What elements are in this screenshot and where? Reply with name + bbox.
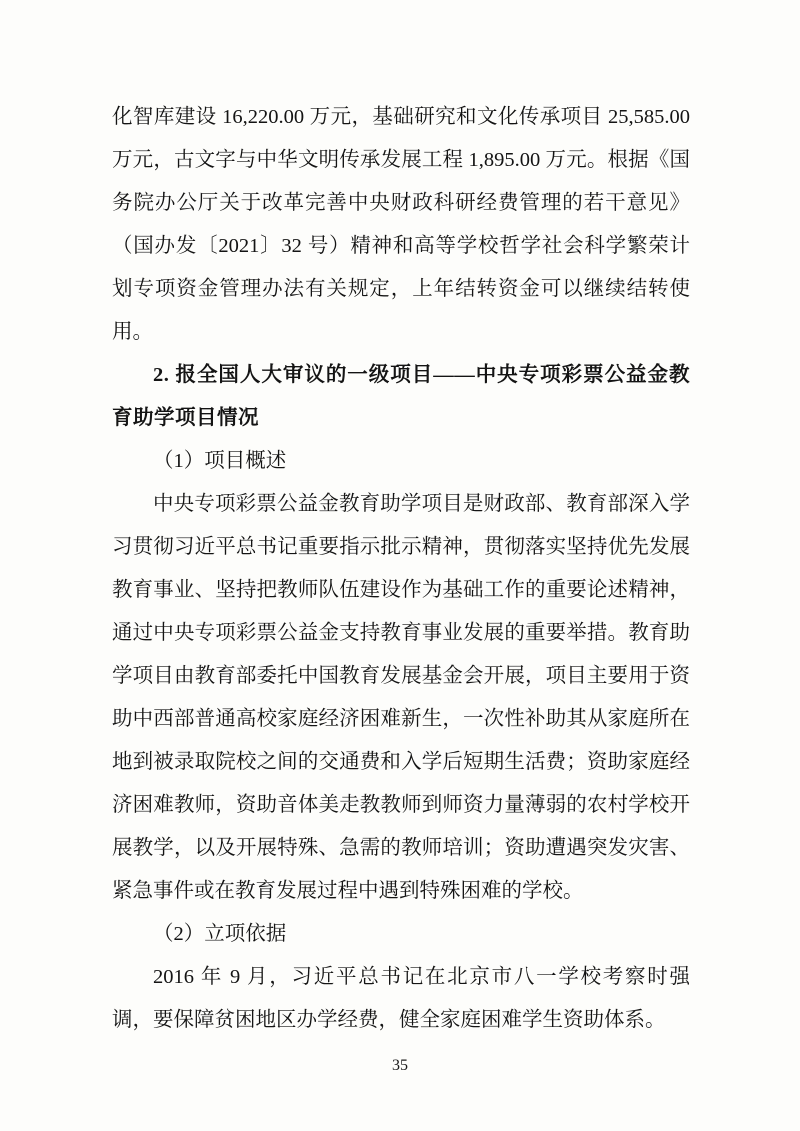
paragraph-project-basis-body: 2016 年 9 月，习近平总书记在北京市八一学校考察时强调，要保障贫困地区办学经费，健全家庭困难学生资助体系。 <box>112 966 690 1031</box>
page-number: 35 <box>392 1057 408 1074</box>
paragraph-project-overview-body: 中央专项彩票公益金教育助学项目是财政部、教育部深入学习贯彻习近平总书记重要指示批示精神，贯彻落实坚持优先发展教育事业、坚持把教师队伍建设作为基础工作的重要论述精神，通过中央专项彩票公益金支持教育事业发展的重要举措。教育助学项目由教育部委托中国教育发展基金会开展，项目主要用于资助中西部普通高校家庭经济困难新生，一次性补助其从家庭所在地到被录取院校之间的交通费和入学后短期生活费；资助家庭经济困难教师，资助音体美走教教师到师资力量薄弱的农村学校开展教学，以及开展特殊、急需的教师培训；资助遭遇突发灾害、紧急事件或在教育发展过程中遇到特殊困难的学校。 <box>112 493 690 902</box>
document-body <box>112 96 690 1042</box>
paragraph-continued-funding: 化智库建设 16,220.00 万元，基础研究和文化传承项目 25,585.00 万元，古文字与中华文明传承发展工程 1,895.00 万元。根据《国务院办公厅关于改革完善中央财政科研经费管理的若干意见》（国办发〔2021〕32 号）精神和高等学校哲学社会科学繁荣计划专项资金管理办法有关规定，上年结转资金可以继续结转使用。 <box>112 106 690 343</box>
paragraph-project-overview-label: （1）项目概述 <box>153 450 287 472</box>
heading-section-2: 2. 报全国人大审议的一级项目——中央专项彩票公益金教育助学项目情况 <box>112 364 690 429</box>
paragraph-project-basis-label: （2）立项依据 <box>153 923 287 945</box>
